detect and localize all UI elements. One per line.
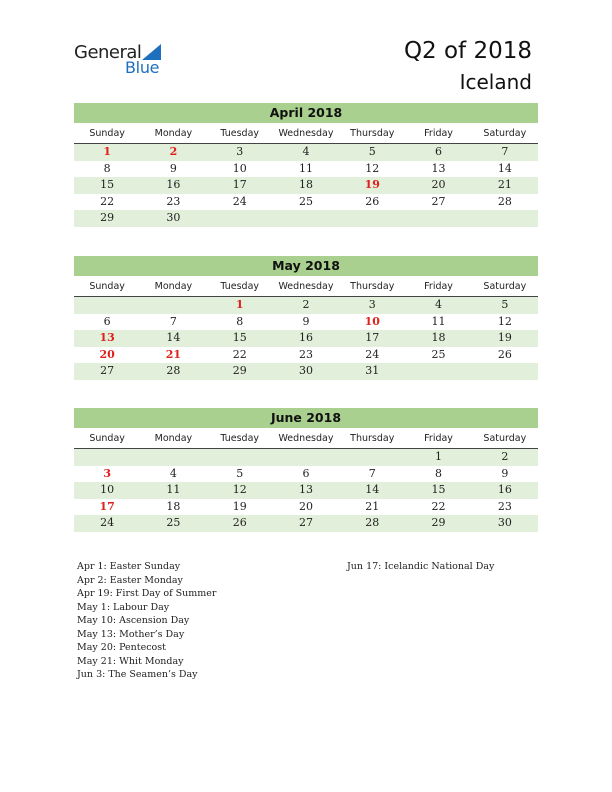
date-cell (472, 363, 538, 380)
date-cell: 25 (166, 516, 181, 529)
holiday-note: Jun 17: Icelandic National Day (347, 561, 495, 572)
date-cell: 17 (365, 331, 380, 344)
date-cell: 12 (365, 161, 380, 175)
weekday-label: Monday (154, 128, 193, 139)
weekday-label: Sunday (89, 433, 125, 444)
holiday-note: Apr 2: Easter Monday (77, 574, 183, 586)
date-cell: 18 (298, 178, 313, 191)
date-cell: 14 (166, 331, 181, 344)
date-cell: 7 (169, 314, 177, 328)
month-header: June 2018 (74, 408, 538, 428)
week-row (74, 314, 538, 331)
holiday-note: May 21: Whit Monday (77, 655, 184, 667)
holiday-note: May 13: Mother’s Day (77, 628, 185, 640)
date-cell: 31 (365, 364, 380, 377)
page-title: Q2 of 2018 (403, 38, 532, 64)
month-calendar (74, 256, 538, 380)
week-row (74, 466, 538, 483)
holiday-note: May 1: Labour Day (77, 601, 170, 613)
weekday-label: Friday (424, 128, 453, 139)
country-subtitle: Iceland (459, 70, 532, 94)
date-cell: 8 (435, 466, 443, 480)
holiday-date-cell: 3 (103, 466, 111, 480)
week-row (74, 363, 538, 380)
date-cell: 16 (166, 178, 181, 191)
date-cell: 14 (497, 161, 512, 175)
date-cell: 30 (497, 516, 512, 529)
date-cell: 4 (435, 298, 443, 311)
weekday-label: Thursday (350, 433, 395, 444)
date-cell: 4 (302, 145, 310, 158)
date-cell (74, 297, 140, 314)
holiday-note: Apr 1: Easter Sunday (77, 561, 181, 572)
weekday-label: Tuesday (220, 128, 260, 139)
date-cell: 15 (431, 483, 446, 496)
date-cell: 28 (497, 194, 512, 208)
weekday-label: Thursday (350, 128, 395, 139)
holiday-note: May 20: Pentecost (77, 642, 166, 653)
date-cell: 20 (431, 178, 446, 191)
date-cell: 15 (232, 331, 247, 344)
date-cell: 20 (298, 499, 313, 513)
date-cell (472, 210, 538, 227)
date-cell: 22 (232, 347, 247, 361)
weekday-label: Saturday (483, 281, 527, 292)
date-cell: 29 (100, 211, 115, 224)
date-cell: 10 (100, 483, 115, 496)
weekday-label: Saturday (483, 128, 527, 139)
holiday-list-right (347, 560, 494, 574)
date-cell (339, 210, 405, 227)
date-cell: 23 (166, 194, 181, 208)
week-row (74, 194, 538, 211)
week-row (74, 515, 538, 532)
weekday-label: Wednesday (278, 433, 334, 444)
weekday-label: Friday (424, 281, 453, 292)
holiday-date-cell: 20 (99, 347, 115, 361)
date-cell: 16 (497, 483, 512, 496)
weekday-label: Tuesday (220, 281, 260, 292)
logo-blue-text: Blue (125, 58, 160, 77)
date-cell: 11 (166, 483, 181, 496)
date-cell: 27 (100, 364, 115, 377)
date-cell: 9 (302, 314, 310, 328)
week-row (74, 161, 538, 178)
date-cell: 6 (302, 466, 310, 480)
date-cell: 26 (365, 194, 380, 208)
week-row (74, 297, 538, 314)
date-cell: 24 (100, 516, 115, 529)
weekday-label: Tuesday (220, 433, 260, 444)
weekday-label: Sunday (89, 281, 125, 292)
date-cell (74, 449, 140, 466)
date-cell: 3 (236, 145, 244, 158)
holiday-date-cell: 10 (364, 314, 380, 328)
date-cell: 27 (298, 516, 313, 529)
date-cell: 26 (497, 347, 512, 361)
week-row (74, 210, 538, 227)
date-cell: 25 (431, 347, 446, 361)
date-cell: 21 (365, 499, 380, 513)
date-cell (405, 363, 471, 380)
date-cell: 21 (497, 178, 512, 191)
date-cell: 26 (232, 516, 247, 529)
date-cell: 29 (232, 364, 247, 377)
generalblue-logo (74, 42, 174, 82)
weekday-label: Wednesday (278, 128, 334, 139)
holiday-date-cell: 19 (364, 178, 380, 191)
date-cell: 12 (232, 483, 247, 496)
week-row (74, 482, 538, 499)
date-cell: 10 (232, 161, 247, 175)
date-cell: 17 (232, 178, 247, 191)
date-cell: 27 (431, 194, 446, 208)
date-cell: 4 (169, 466, 177, 480)
date-cell: 3 (368, 298, 376, 311)
month-calendar (74, 103, 538, 227)
date-cell: 30 (298, 364, 313, 377)
holiday-date-cell: 13 (99, 331, 115, 344)
date-cell (405, 210, 471, 227)
weekday-label: Friday (424, 433, 453, 444)
date-cell: 5 (236, 466, 244, 480)
weekday-label: Monday (154, 281, 193, 292)
date-cell (273, 210, 339, 227)
date-cell: 24 (365, 347, 380, 361)
holiday-date-cell: 1 (103, 145, 111, 158)
weekday-label: Saturday (483, 433, 527, 444)
date-cell: 5 (501, 298, 509, 311)
date-cell: 2 (302, 298, 310, 311)
week-row (74, 330, 538, 347)
date-cell: 15 (100, 178, 115, 191)
date-cell: 29 (431, 516, 446, 529)
date-cell: 9 (169, 161, 177, 175)
weekday-header-row (74, 279, 538, 297)
date-cell: 23 (298, 347, 313, 361)
date-cell: 19 (497, 331, 512, 344)
holiday-note: May 10: Ascension Day (77, 615, 190, 626)
month-calendar (74, 408, 538, 532)
date-cell: 18 (166, 499, 181, 513)
holiday-note: Jun 3: The Seamen’s Day (77, 669, 198, 680)
weekday-label: Sunday (89, 128, 125, 139)
date-cell: 8 (103, 161, 111, 175)
date-cell: 13 (298, 483, 313, 496)
date-cell: 16 (298, 331, 313, 344)
holiday-list-left (77, 560, 216, 682)
date-cell (339, 449, 405, 466)
holiday-date-cell: 17 (99, 499, 115, 513)
date-cell: 14 (365, 483, 380, 496)
date-cell: 23 (497, 499, 512, 513)
date-cell: 7 (368, 466, 376, 480)
weekday-label: Monday (154, 433, 193, 444)
holiday-date-cell: 1 (235, 298, 244, 311)
weekday-label: Thursday (350, 281, 395, 292)
week-row (74, 449, 538, 466)
date-cell: 1 (435, 450, 443, 463)
date-cell (273, 449, 339, 466)
date-cell (140, 297, 206, 314)
date-cell: 12 (497, 314, 512, 328)
date-cell: 5 (368, 145, 376, 158)
date-cell: 6 (435, 145, 443, 158)
date-cell: 28 (365, 516, 380, 529)
week-row (74, 177, 538, 194)
date-cell: 11 (298, 161, 313, 175)
date-cell (207, 210, 273, 227)
month-header: May 2018 (74, 256, 538, 276)
date-cell: 2 (501, 450, 509, 463)
date-cell: 28 (166, 364, 181, 377)
date-cell: 6 (103, 314, 111, 328)
holiday-note: Apr 19: First Day of Summer (77, 588, 217, 599)
date-cell: 7 (501, 145, 509, 158)
date-cell: 9 (501, 466, 509, 480)
date-cell: 24 (232, 194, 247, 208)
weekday-header-row (74, 126, 538, 144)
week-row (74, 347, 538, 364)
week-row (74, 499, 538, 516)
date-cell: 11 (431, 314, 446, 328)
holiday-date-cell: 2 (169, 145, 178, 158)
weekday-label: Wednesday (278, 281, 334, 292)
week-row (74, 144, 538, 161)
date-cell (140, 449, 206, 466)
date-cell: 13 (431, 161, 446, 175)
holiday-date-cell: 21 (165, 347, 182, 361)
date-cell: 18 (431, 331, 446, 344)
date-cell: 19 (232, 499, 247, 513)
date-cell: 8 (236, 314, 244, 328)
date-cell: 25 (298, 194, 313, 208)
date-cell (207, 449, 273, 466)
date-cell: 22 (431, 499, 446, 513)
date-cell: 22 (100, 194, 115, 208)
weekday-header-row (74, 431, 538, 449)
month-header: April 2018 (74, 103, 538, 123)
logo-general-text: General (74, 42, 142, 63)
date-cell: 30 (166, 211, 181, 224)
